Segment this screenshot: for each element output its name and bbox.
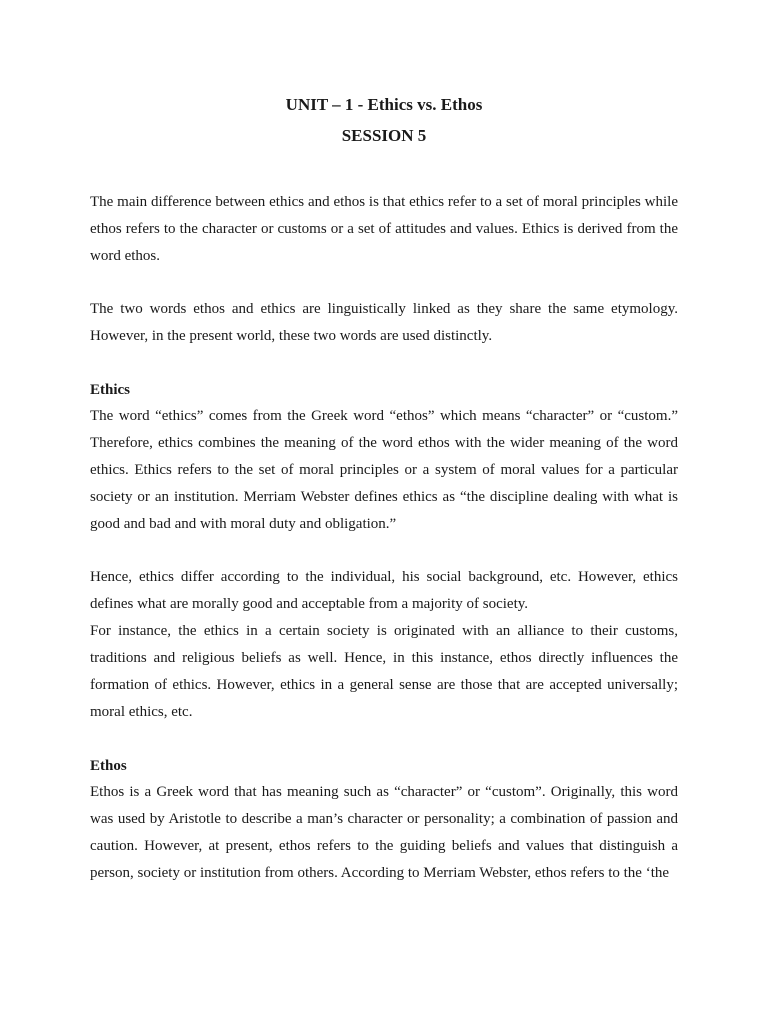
ethos-heading: Ethos [90, 758, 127, 774]
intro-paragraph: The main difference between ethics and ethos is that ethics refer to a set of moral principles while ethos refers to the character or customs or a set of attitudes and values. Ethics is derived from the word ethos. [90, 194, 678, 264]
ethics-heading: Ethics [90, 382, 131, 398]
ethics-definition-paragraph: The word “ethics” comes from the Greek word “ethos” which means “character” or “custom.” Therefore, ethics combines the meaning of the word ethos with the wider meaning of the word ethics. Ethics refers to the set of moral principles or a system of moral values for a particular society or an institution. Merriam Webster defines ethics as “the discipline dealing with what is good and bad and with moral duty and obligation.” [90, 408, 678, 532]
ethics-instance-paragraph: For instance, the ethics in a certain society is originated with an alliance to their customs, traditions and religious beliefs as well. Hence, in this instance, ethos directly influences the formation of ethics. However, ethics in a general sense are those that are accepted universally; moral ethics, etc. [90, 623, 678, 720]
ethos-definition-paragraph: Ethos is a Greek word that has meaning such as “character” or “custom”. Originally, this word was used by Aristotle to describe a man’s character or personality; a combination of passion and caution. However, at present, ethos refers to the guiding beliefs and values that distinguish a person, society or institution from others. According to Merriam Webster, ethos refers to the ‘the [90, 784, 678, 881]
linked-paragraph: The two words ethos and ethics are linguistically linked as they share the same etymology. However, in the present world, these two words are used distinctly. [90, 301, 678, 344]
document-subtitle: SESSION 5 [341, 126, 427, 145]
document-title: UNIT – 1 - Ethics vs. Ethos [285, 95, 483, 114]
ethics-differ-paragraph: Hence, ethics differ according to the individual, his social background, etc. However, ethics defines what are morally good and acceptable from a majority of society. [90, 569, 678, 612]
